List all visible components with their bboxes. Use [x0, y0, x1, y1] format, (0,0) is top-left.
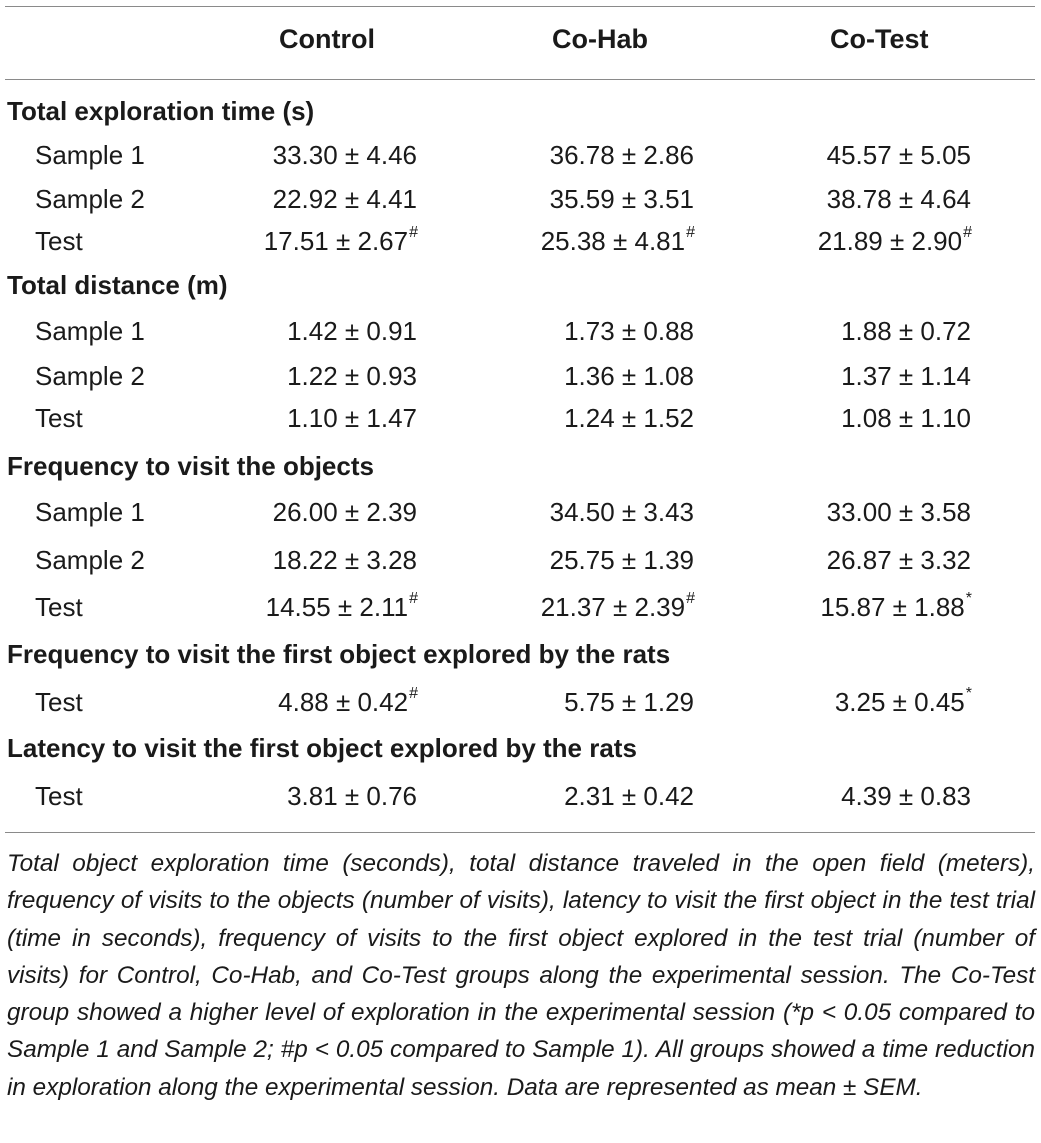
- section-title: Total exploration time (s): [7, 96, 315, 126]
- table-cell: [168, 687, 418, 718]
- table-cell: [722, 226, 972, 257]
- section-title: Total distance (m): [7, 270, 228, 300]
- significance-mark: *: [965, 590, 972, 607]
- table-cell: [445, 316, 695, 347]
- table-row: [0, 140, 1041, 180]
- cell-value: 14.55 ± 2.11: [265, 592, 409, 622]
- row-label: Test: [35, 687, 83, 717]
- cell-value: 15.87 ± 1.88: [820, 592, 965, 622]
- table-bottom-rule: [5, 832, 1035, 833]
- table-cell: [445, 226, 695, 257]
- significance-mark: #: [963, 224, 972, 241]
- cell-value: 17.51 ± 2.67: [263, 226, 409, 256]
- cell-value: 33.30 ± 4.46: [272, 140, 417, 170]
- table-cell: [445, 497, 695, 528]
- cell-value: 4.39 ± 0.83: [841, 781, 971, 811]
- cell-value: 1.24 ± 1.52: [564, 403, 694, 433]
- row-label: Test: [35, 226, 83, 256]
- cell-value: 3.81 ± 0.76: [287, 781, 417, 811]
- row-label: Sample 1: [35, 497, 145, 527]
- cell-value: 5.75 ± 1.29: [564, 687, 694, 717]
- cell-value: 1.88 ± 0.72: [841, 316, 971, 346]
- table-cell: [168, 403, 418, 434]
- table-cell: [445, 184, 695, 215]
- section-title: Latency to visit the first object explored by the rats: [7, 733, 637, 763]
- table-row: [0, 403, 1041, 443]
- table-row: [0, 687, 1041, 727]
- table-cell: [722, 361, 972, 392]
- table-cell: [722, 545, 972, 576]
- table-cell: [168, 184, 418, 215]
- cell-value: 1.08 ± 1.10: [841, 403, 971, 433]
- cell-value: 45.57 ± 5.05: [826, 140, 971, 170]
- cell-value: 2.31 ± 0.42: [564, 781, 694, 811]
- cell-value: 1.42 ± 0.91: [287, 316, 417, 346]
- row-label: Sample 2: [35, 361, 145, 391]
- cell-value: 18.22 ± 3.28: [272, 545, 417, 575]
- table-cell: [722, 316, 972, 347]
- cell-value: 21.89 ± 2.90: [817, 226, 963, 256]
- table-cell: [168, 361, 418, 392]
- table-cell: [445, 403, 695, 434]
- table-cell: [445, 361, 695, 392]
- table-cell: [445, 687, 695, 718]
- cell-value: 34.50 ± 3.43: [549, 497, 694, 527]
- column-header-co-test: Co-Test: [830, 24, 929, 54]
- column-header-control: Control: [279, 24, 375, 54]
- table-cell: [722, 403, 972, 434]
- header-rule: [5, 79, 1035, 80]
- cell-value: 4.88 ± 0.42: [278, 687, 409, 717]
- table-cell: [722, 592, 972, 623]
- table-cell: [722, 184, 972, 215]
- significance-mark: *: [965, 685, 972, 702]
- table-row: [0, 592, 1041, 632]
- table-cell: [445, 545, 695, 576]
- cell-value: 33.00 ± 3.58: [826, 497, 971, 527]
- table-cell: [168, 140, 418, 171]
- row-label: Sample 2: [35, 545, 145, 575]
- section-title: Frequency to visit the first object explored by the rats: [7, 639, 671, 669]
- significance-mark: #: [409, 224, 418, 241]
- table-cell: [445, 592, 695, 623]
- cell-value: 38.78 ± 4.64: [826, 184, 971, 214]
- row-label: Sample 1: [35, 316, 145, 346]
- table-cell: [722, 687, 972, 718]
- row-label: Test: [35, 781, 83, 811]
- cell-value: 25.75 ± 1.39: [549, 545, 694, 575]
- table-top-rule: [5, 6, 1035, 7]
- table-cell: [168, 781, 418, 812]
- cell-value: 25.38 ± 4.81: [540, 226, 686, 256]
- cell-value: 1.36 ± 1.08: [564, 361, 694, 391]
- table-cell: [722, 781, 972, 812]
- table-cell: [722, 497, 972, 528]
- table-cell: [168, 592, 418, 623]
- table-row: [0, 226, 1041, 266]
- row-label: Sample 1: [35, 140, 145, 170]
- cell-value: 21.37 ± 2.39: [540, 592, 686, 622]
- table-row: [0, 781, 1041, 821]
- table-cell: [445, 140, 695, 171]
- table-cell: [168, 545, 418, 576]
- row-label: Sample 2: [35, 184, 145, 214]
- cell-value: 3.25 ± 0.45: [834, 687, 965, 717]
- table-cell: [445, 781, 695, 812]
- row-label: Test: [35, 592, 83, 622]
- significance-mark: #: [686, 224, 695, 241]
- column-header-co-hab: Co-Hab: [552, 24, 648, 54]
- section-title: Frequency to visit the objects: [7, 451, 374, 481]
- row-label: Test: [35, 403, 83, 433]
- table-cell: [722, 140, 972, 171]
- cell-value: 26.87 ± 3.32: [826, 545, 971, 575]
- table-caption: Total object exploration time (seconds), total distance traveled in the open field (meters), frequency of visits to the objects (number of visits), latency to visit the first object in the test trial (time in seconds), frequency of visits to the first object explored in the test trial (number of visits) for Control, Co-Hab, and Co-Test groups along the experimental session. The Co-Test group showed a higher level of exploration in the experimental session (*p < 0.05 compared to Sample 1 and Sample 2; #p < 0.05 compared to Sample 1). All groups showed a time reduction in exploration along the experimental session. Data are represented as mean ± SEM.: [7, 850, 1035, 1101]
- table-cell: [168, 226, 418, 257]
- table-cell: [168, 316, 418, 347]
- table-cell: [168, 497, 418, 528]
- cell-value: 1.37 ± 1.14: [841, 361, 971, 391]
- table-row: [0, 497, 1041, 537]
- cell-value: 26.00 ± 2.39: [272, 497, 417, 527]
- cell-value: 36.78 ± 2.86: [549, 140, 694, 170]
- significance-mark: #: [409, 590, 418, 607]
- table-row: [0, 184, 1041, 224]
- significance-mark: #: [409, 685, 418, 702]
- cell-value: 1.10 ± 1.47: [287, 403, 417, 433]
- table-row: [0, 316, 1041, 356]
- cell-value: 22.92 ± 4.41: [272, 184, 417, 214]
- significance-mark: #: [686, 590, 695, 607]
- cell-value: 1.22 ± 0.93: [287, 361, 417, 391]
- cell-value: 35.59 ± 3.51: [549, 184, 694, 214]
- cell-value: 1.73 ± 0.88: [564, 316, 694, 346]
- table-row: [0, 361, 1041, 401]
- table-row: [0, 545, 1041, 585]
